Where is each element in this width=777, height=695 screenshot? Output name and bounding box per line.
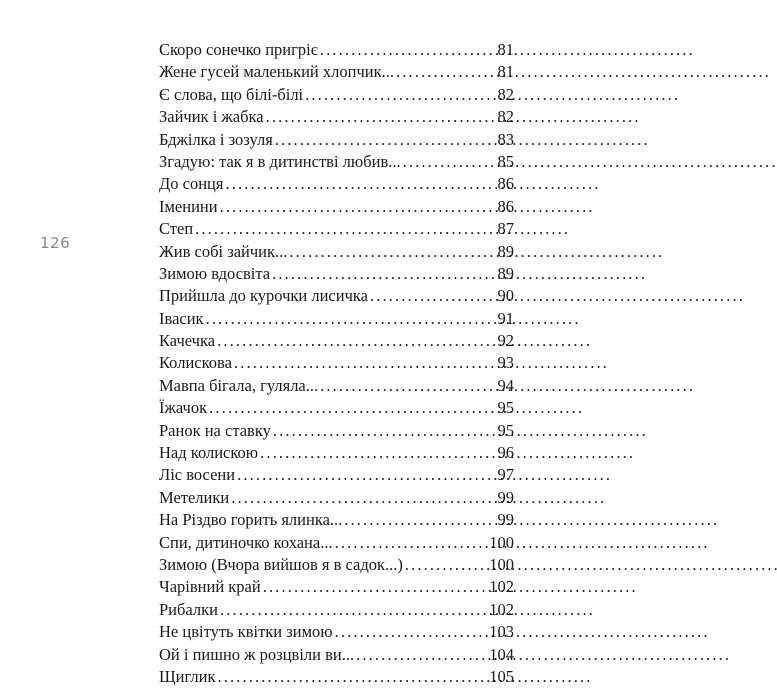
toc-entry [159,84,514,106]
toc-entry-title: Прийшла до курочки лисичка [159,286,368,306]
toc-dot-leader [231,487,495,509]
toc-entry-page: 92 [497,331,514,351]
toc-dot-leader [225,173,495,195]
toc-entry-title: Ліс восени [159,465,236,485]
toc-entry-page: 96 [497,443,514,463]
toc-entry-page: 102 [489,599,514,619]
toc-dot-leader [266,106,496,128]
toc-entry-title: Є слова, що білі-білі [159,84,304,104]
toc-dot-leader [305,84,495,106]
toc-dot-leader [356,644,487,666]
toc-entry [159,487,514,509]
toc-entry-title: Івасик [159,308,204,328]
toc-dot-leader [237,464,495,486]
toc-entry-page: 97 [497,465,514,485]
toc-entry [159,442,514,464]
page-number: 126 [40,234,71,252]
toc-entry-page: 103 [489,622,514,642]
toc-dot-leader [263,576,488,598]
toc-dot-leader [275,129,496,151]
toc-entry [159,173,514,195]
toc-entry [159,666,514,688]
toc-entry-title: Чарівний край [159,577,261,597]
toc-entry-title: Щиглик [159,666,216,686]
toc-entry-title: Їжачок [159,398,208,418]
toc-entry-title: Колискова [159,353,232,373]
toc-entry [159,375,514,397]
toc-entry-page: 95 [497,420,514,440]
toc-entry [159,151,514,173]
toc-entry-title: Мавпа бігала, гуляла... [159,375,319,395]
toc-entry-page: 90 [497,286,514,306]
toc-entry-page: 99 [497,487,514,507]
toc-entry [159,263,514,285]
toc-entry [159,308,514,330]
toc-entry [159,509,514,531]
toc-entry [159,352,514,374]
toc-entry-title: Рибалки [159,599,218,619]
toc-dot-leader [220,196,496,218]
toc-entry [159,61,514,83]
toc-entry [159,129,514,151]
toc-entry-page: 89 [497,241,514,261]
toc-dot-leader [195,218,495,240]
toc-entry-title: Не цвітуть квітки зимою [159,622,333,642]
toc-entry-page: 82 [497,107,514,127]
toc-entry [159,397,514,419]
toc-dot-leader [344,509,495,531]
toc-entry-title: Іменини [159,196,218,216]
toc-dot-leader [320,375,495,397]
toc-entry-title: Ой і пишно ж розцвіли ви... [159,644,355,664]
toc-entry [159,218,514,240]
toc-entry-title: До сонця [159,174,224,194]
toc-entry [159,330,514,352]
toc-entry-page: 100 [489,554,514,574]
toc-entry-page: 95 [497,398,514,418]
toc-entry-title: Згадую: так я в дитинстві любив... [159,151,401,171]
toc-entry [159,106,514,128]
toc-entry-page: 94 [497,375,514,395]
toc-dot-leader [335,621,488,643]
toc-dot-leader [320,39,496,61]
toc-entry-page: 82 [497,84,514,104]
toc-dot-leader [260,442,495,464]
toc-entry-page: 85 [497,151,514,171]
toc-entry [159,241,514,263]
toc-entry-page: 83 [497,129,514,149]
toc-entry [159,599,514,621]
toc-entry [159,39,514,61]
toc-entry-page: 99 [497,510,514,530]
toc-entry [159,285,514,307]
toc-dot-leader [370,285,496,307]
toc-entry [159,554,514,576]
toc-entry-page: 102 [489,577,514,597]
toc-entry-page: 87 [497,219,514,239]
toc-entry-title: Степ [159,219,194,239]
toc-dot-leader [273,420,496,442]
toc-dot-leader [335,532,488,554]
toc-entry-page: 86 [497,196,514,216]
toc-dot-leader [209,397,495,419]
toc-entry-page: 89 [497,263,514,283]
toc-entry-page: 81 [497,40,514,59]
toc-dot-leader [234,352,496,374]
toc-entry-title: Жене гусей маленький хлопчик... [159,62,394,82]
toc-entry-title: Зайчик і жабка [159,107,264,127]
toc-dot-leader [289,241,495,263]
toc-entry [159,464,514,486]
toc-entry [159,196,514,218]
toc-entry [159,576,514,598]
toc-entry [159,644,514,666]
toc-entry-title: Над колискою [159,443,259,463]
toc-entry-title: Жив собі зайчик... [159,241,288,261]
toc-entry-title: Качечка [159,331,216,351]
toc-dot-leader [217,330,495,352]
toc-entry [159,420,514,442]
toc-dot-leader [206,308,496,330]
toc-entry-title: На Різдво горить ялинка... [159,510,343,530]
toc-entry-page: 91 [497,308,514,328]
toc-entry-title: Ранок на ставку [159,420,271,440]
toc-entry-title: Скоро сонечко пригріє [159,40,318,59]
toc-entry-title: Спи, дитиночко кохана... [159,532,333,552]
toc-entry-page: 104 [489,644,514,664]
toc-dot-leader [218,666,488,688]
toc-entry [159,621,514,643]
toc-dot-leader [220,599,487,621]
toc-dot-leader [272,263,495,285]
toc-entry-page: 105 [489,666,514,686]
toc-entry-page: 81 [497,62,514,82]
toc-entry-title: Метелики [159,487,230,507]
toc-entry [159,532,514,554]
toc-entry-title: Зимою вдосвіта [159,263,271,283]
toc-dot-leader [396,61,496,83]
toc-entry-title: Бджілка і зозуля [159,129,273,149]
toc-entry-title: Зимою (Вчора вийшов я в садок...) [159,554,403,574]
toc-entry-page: 93 [497,353,514,373]
toc-dot-leader [403,151,496,173]
table-of-contents [159,39,514,688]
toc-entry-page: 100 [489,532,514,552]
toc-entry-page: 86 [497,174,514,194]
toc-dot-leader [405,554,487,576]
